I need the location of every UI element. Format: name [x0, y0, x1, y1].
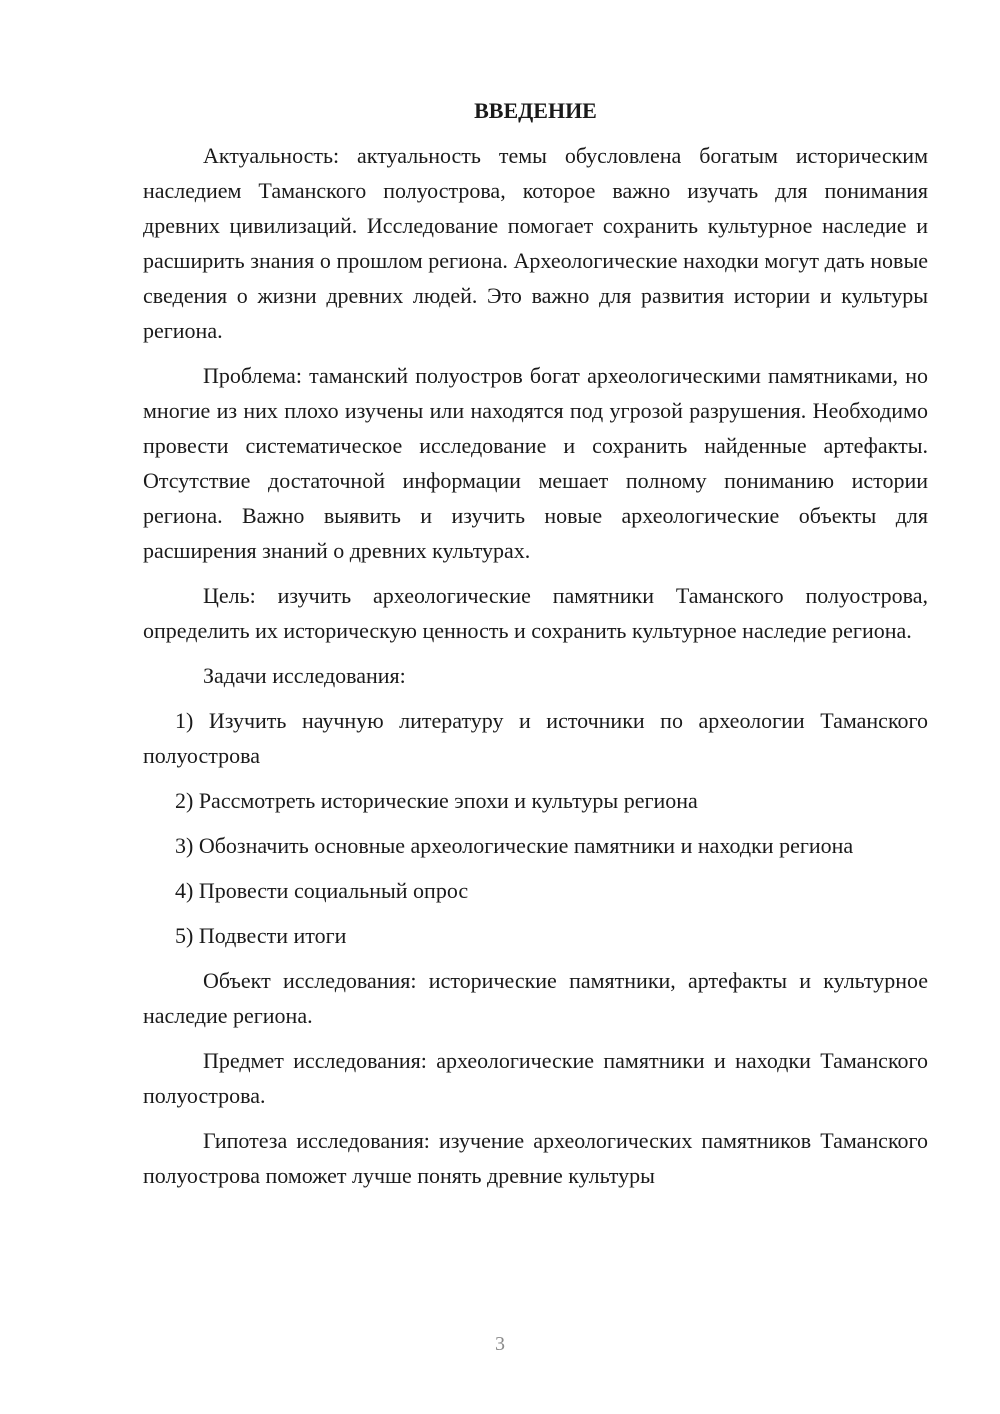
- task-item-2: 2) Рассмотреть исторические эпохи и культуры региона: [175, 788, 698, 813]
- task-item-5: 5) Подвести итоги: [175, 923, 347, 948]
- page-number: 3: [495, 1333, 505, 1355]
- paragraph-object: Объект исследования: исторические памятники, артефакты и культурное наследие региона.: [143, 968, 928, 1028]
- paragraph-tasks-heading: Задачи исследования:: [203, 663, 406, 688]
- task-item-3: 3) Обозначить основные археологические памятники и находки региона: [175, 833, 854, 858]
- paragraph-problem: Проблема: таманский полуостров богат археологическими памятниками, но многие из них плохо изучены или находятся под угрозой разрушения. Необходимо провести систематическое исследование и сохранить найденные артефакты. Отсутствие достаточной информации мешает полному пониманию истории региона. Важно выявить и изучить новые археологические объекты для расширения знаний о древних культурах.: [143, 363, 928, 563]
- paragraph-goal: Цель: изучить археологические памятники Таманского полуострова, определить их историческую ценность и сохранить культурное наследие региона.: [143, 583, 928, 643]
- task-item-4: 4) Провести социальный опрос: [175, 878, 469, 903]
- document-page: [143, 96, 928, 1203]
- paragraph-subject: Предмет исследования: археологические памятники и находки Таманского полуострова.: [143, 1048, 928, 1108]
- paragraph-hypothesis: Гипотеза исследования: изучение археологических памятников Таманского полуострова поможет лучше понять древние культуры: [143, 1128, 928, 1188]
- paragraph-relevance: Актуальность: актуальность темы обусловлена богатым историческим наследием Таманского полуострова, которое важно изучать для понимания древних цивилизаций. Исследование помогает сохранить культурное наследие и расширить знания о прошлом региона. Археологические находки могут дать новые сведения о жизни древних людей. Это важно для развития истории и культуры региона.: [143, 143, 928, 343]
- section-title: ВВЕДЕНИЕ: [474, 98, 597, 123]
- task-item-1: 1) Изучить научную литературу и источники по археологии Таманского полуострова: [143, 708, 928, 768]
